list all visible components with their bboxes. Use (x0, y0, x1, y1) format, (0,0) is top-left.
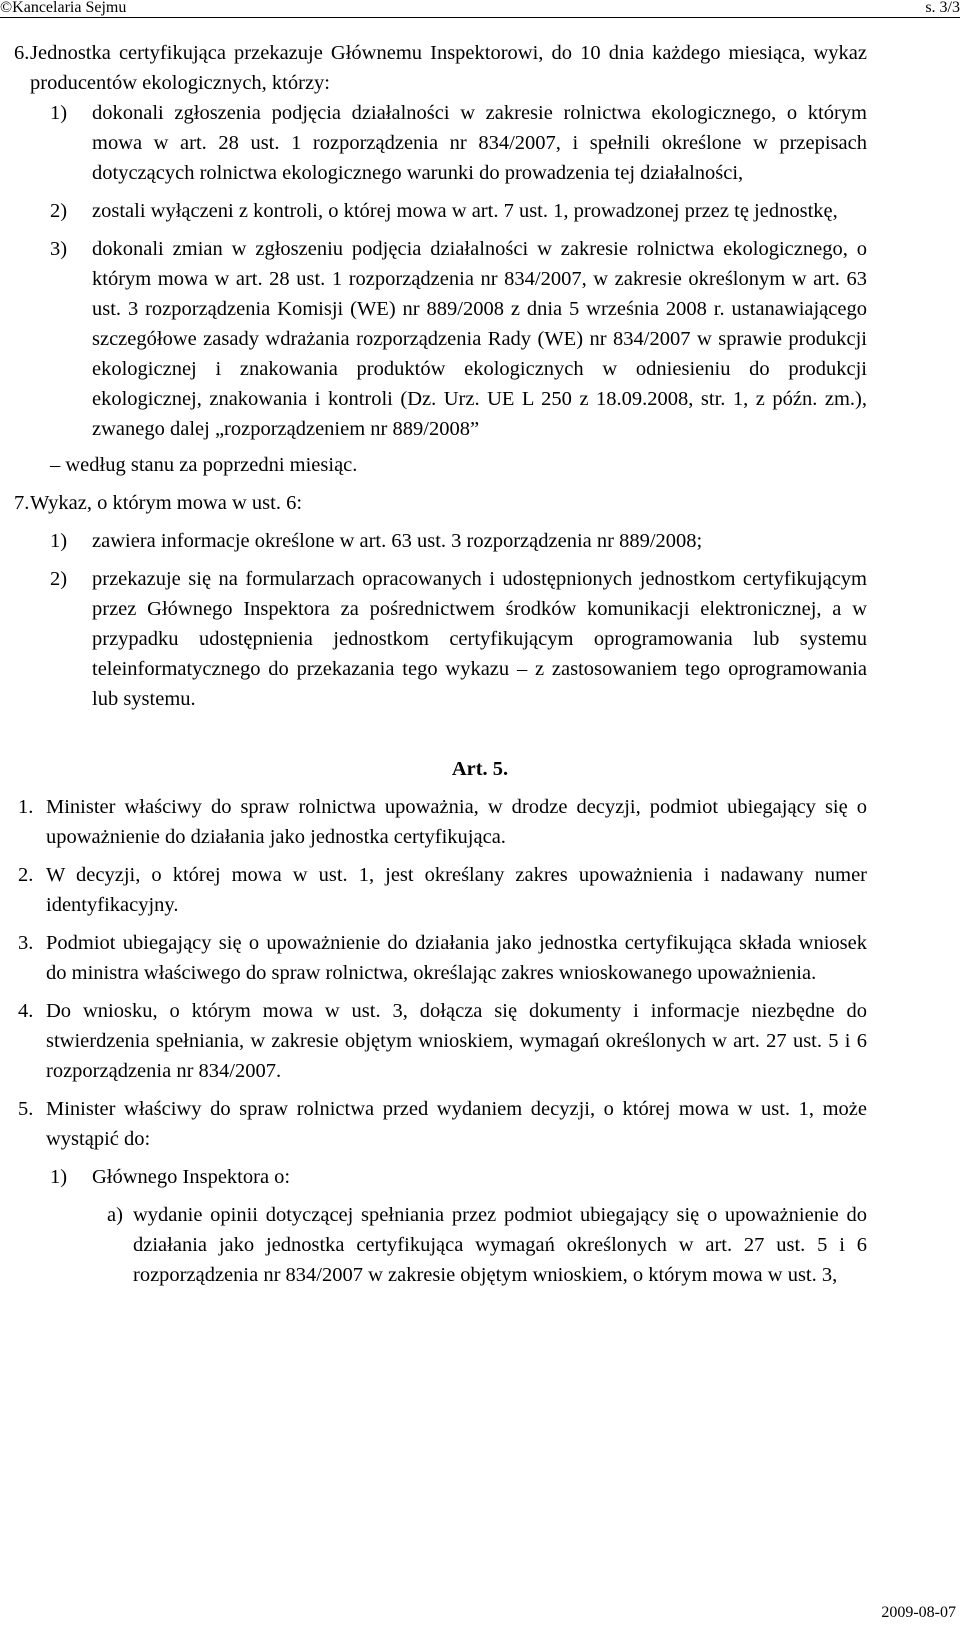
paragraph-text: Minister właściwy do spraw rolnictwa upoważnia, w drodze decyzji, podmiot ubiegający się o upoważnienie do działania jako jednostka certyfikująca. (46, 796, 867, 848)
article-paragraph (18, 792, 867, 852)
item-text: dokonali zgłoszenia podjęcia działalności w zakresie rolnictwa ekologicznego, o którym mowa w art. 28 ust. 1 rozporządzenia nr 834/2007, i spełnili określone w przepisach dotyczących rolnictwa ekologicznego warunki do prowadzenia tej działalności, (92, 102, 867, 184)
paragraph-number: 4. (18, 1000, 34, 1022)
list-item (50, 526, 867, 556)
paragraph-number: 7. (14, 492, 30, 514)
list-item (50, 196, 867, 226)
paragraph-text: Do wniosku, o którym mowa w ust. 3, dołącza się dokumenty i informacje niezbędne do stwierdzenia spełniania, w zakresie objętym wnioskiem, wymagań określonych w art. 27 ust. 5 i 6 rozporządzenia nr 834/2007. (46, 1000, 867, 1082)
item-number: 1) (50, 102, 68, 124)
article-paragraph (18, 860, 867, 920)
item-number: 1) (50, 1166, 68, 1188)
paragraph-text: Podmiot ubiegający się o upoważnienie do działania jako jednostka certyfikująca składa wniosek do ministra właściwego do spraw rolnictwa, określając zakres wnioskowanego upoważnienia. (46, 932, 867, 984)
item-text: zawiera informacje określone w art. 63 ust. 3 rozporządzenia nr 889/2008; (92, 530, 703, 552)
item-number: 2) (50, 200, 68, 222)
item-text: zostali wyłączeni z kontroli, o której mowa w art. 7 ust. 1, prowadzonej przez tę jednostkę, (92, 200, 838, 222)
item-text: wydanie opinii dotyczącej spełniania przez podmiot ubiegający się o upoważnienie do działania jako jednostka certyfikująca wymagań określonych w art. 27 ust. 5 i 6 rozporządzenia nr 834/2007 w zakresie objętym wnioskiem, o którym mowa w ust. 3, (133, 1204, 867, 1286)
list-item (50, 1162, 867, 1192)
item-text: dokonali zmian w zgłoszeniu podjęcia działalności w zakresie rolnictwa ekologicznego, o którym mowa w art. 28 ust. 1 rozporządzenia nr 834/2007, w zakresie określonym w art. 63 ust. 3 rozporządzenia Komisji (WE) nr 889/2008 z dnia 5 września 2008 r. ustanawiającego szczegółowe zasady wdrażania rozporządzenia Rady (WE) nr 834/2007 w sprawie produkcji ekologicznej i znakowania produktów ekologicznych w odniesieniu do produkcji ekologicznej, znakowania i kontroli (Dz. Urz. UE L 250 z 18.09.2008, str. 1, z późn. zm.), zwanego dalej „rozporządzeniem nr 889/2008” (92, 238, 867, 440)
paragraph-number: 1. (18, 796, 34, 818)
item-text: przekazuje się na formularzach opracowanych i udostępnionych jednostkom certyfikującym przez Głównego Inspektora za pośrednictwem środków komunikacji elektronicznej, a w przypadku udostępnienia jednostkom certyfikującym oprogramowania lub systemu teleinformatycznego do przekazania tego wykazu – z zastosowaniem tego oprogramowania lub systemu. (92, 568, 867, 710)
letter-item (107, 1200, 867, 1290)
article-paragraph (18, 996, 867, 1086)
item-letter: a) (107, 1204, 123, 1226)
page-footer-date: 2009-08-07 (881, 1604, 956, 1621)
item-number: 3) (50, 238, 68, 260)
closing-phrase: – według stanu za poprzedni miesiąc. (50, 454, 358, 476)
item-number: 1) (50, 530, 68, 552)
list-item (50, 98, 867, 188)
paragraph-text: W decyzji, o której mowa w ust. 1, jest określany zakres upoważnienia i nadawany numer identyfikacyjny. (46, 864, 867, 916)
paragraph-number: 2. (18, 864, 34, 886)
paragraph-number: 3. (18, 932, 34, 954)
item-number: 2) (50, 568, 68, 590)
article-title: Art. 5. (451, 758, 509, 780)
list-item (50, 564, 867, 714)
paragraph-number: 5. (18, 1098, 34, 1120)
paragraph-text: Minister właściwy do spraw rolnictwa przed wydaniem decyzji, o której mowa w ust. 1, może wystąpić do: (46, 1098, 867, 1150)
paragraph-6 (14, 38, 867, 98)
paragraph-7 (14, 488, 867, 518)
paragraph-text: Wykaz, o którym mowa w ust. 6: (30, 492, 303, 514)
page-number: s. 3/3 (925, 0, 960, 16)
article-paragraph (18, 928, 867, 988)
paragraph-text: Jednostka certyfikująca przekazuje Głównemu Inspektorowi, do 10 dnia każdego miesiąca, wykaz producentów ekologicznych, którzy: (30, 42, 867, 94)
item-text: Głównego Inspektora o: (92, 1166, 291, 1188)
document-body (0, 38, 960, 1290)
list-item (50, 234, 867, 444)
paragraph-number: 6. (14, 42, 30, 64)
page-header (0, 0, 960, 18)
header-divider (0, 17, 960, 18)
article-paragraph (18, 1094, 867, 1154)
copyright-label: ©Kancelaria Sejmu (0, 0, 127, 16)
